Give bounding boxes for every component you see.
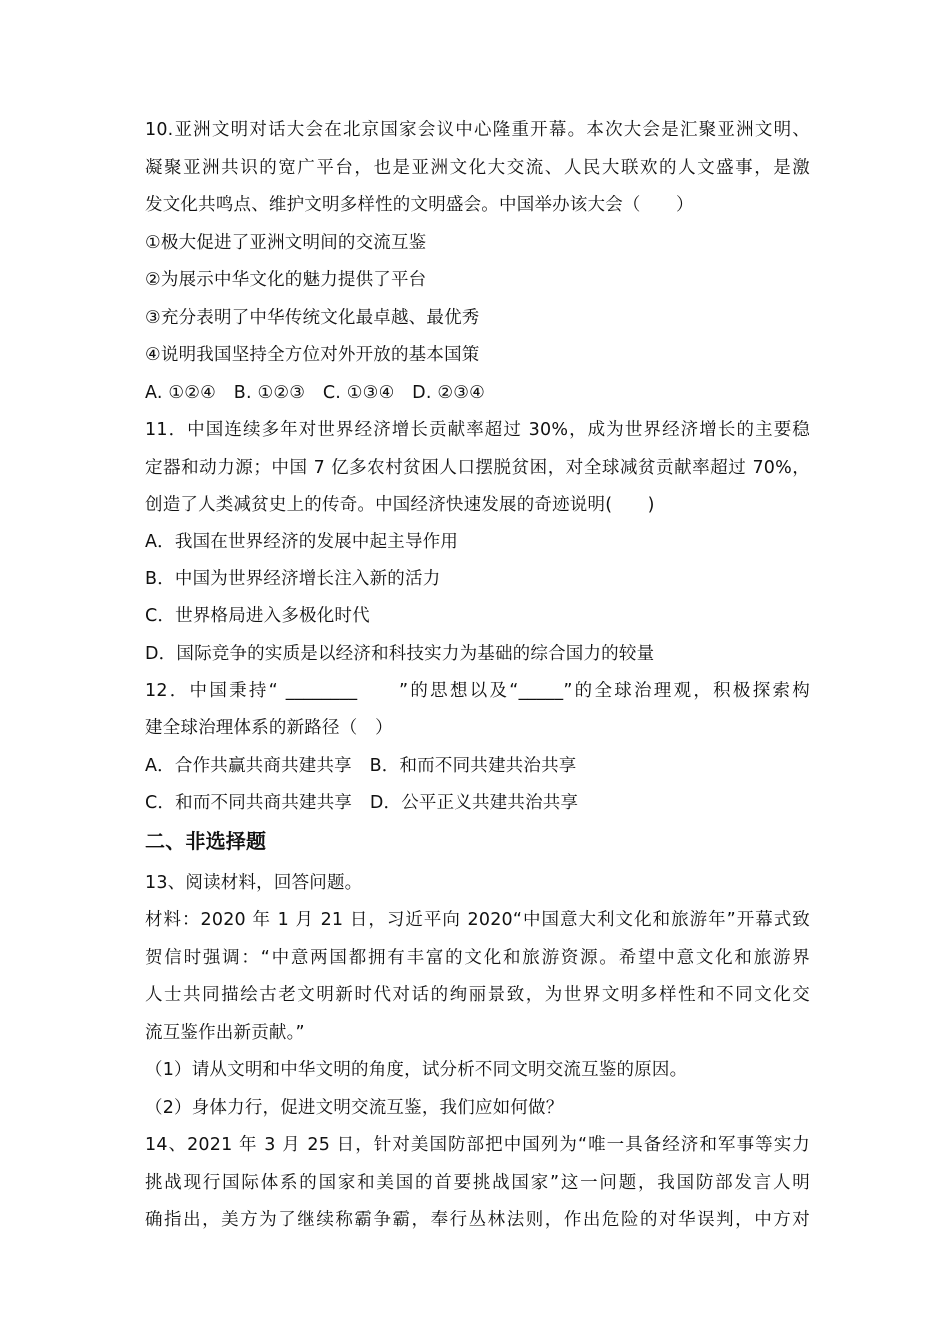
q10-stem-line-3: 发文化共鸣点、维护文明多样性的文明盛会。中国举办该大会（ ） xyxy=(145,195,694,215)
q12-options-row-2: C．和而不同共商共建共享 D．公平正义共建共治共享 xyxy=(145,793,579,813)
q10-statement-2: ②为展示中华文化的魅力提供了平台 xyxy=(145,270,427,290)
q13-line-1: 13、阅读材料，回答问题。 xyxy=(145,873,363,893)
q14-line-2: 挑战现行国际体系的国家和美国的首要挑战国家”这一问题，我国防部发言人明 xyxy=(145,1173,810,1193)
q13-line-2: 材料：2020 年 1 月 21 日，习近平向 2020“中国意大利文化和旅游年”开幕式致 xyxy=(145,910,810,930)
q10-options: A. ①②④ B. ①②③ C. ①③④ D. ②③④ xyxy=(145,383,486,403)
q14-line-3: 确指出，美方为了继续称霸争霸，奉行丛林法则，作出危险的对华误判，中方对 xyxy=(145,1210,810,1230)
q11-stem-line-1: 11．中国连续多年对世界经济增长贡献率超过 30%，成为世界经济增长的主要稳 xyxy=(145,420,810,440)
q11-option-c: C．世界格局进入多极化时代 xyxy=(145,606,370,626)
q10-statement-1: ①极大促进了亚洲文明间的交流互鉴 xyxy=(145,233,427,253)
section-heading: 二、非选择题 xyxy=(145,829,267,853)
q10-statement-3: ③充分表明了中华传统文化最卓越、最优秀 xyxy=(145,308,480,328)
q14-line-1: 14、2021 年 3 月 25 日，针对美国防部把中国列为“唯一具备经济和军事等实力 xyxy=(145,1135,810,1155)
q12-stem-line-2: 建全球治理体系的新路径（ ） xyxy=(145,718,393,738)
q11-option-d: D．国际竞争的实质是以经济和科技实力为基础的综合国力的较量 xyxy=(145,644,655,664)
q13-subquestion-2: （2）身体力行，促进文明交流互鉴，我们应如何做？ xyxy=(145,1098,564,1118)
q12-options-row-1: A．合作共赢共商共建共享 B．和而不同共建共治共享 xyxy=(145,756,577,776)
q10-statement-4: ④说明我国坚持全方位对外开放的基本国策 xyxy=(145,345,480,365)
q10-stem-line-2: 凝聚亚洲共识的宽广平台，也是亚洲文化大交流、人民大联欢的人文盛事，是激 xyxy=(145,158,810,178)
q13-line-5: 流互鉴作出新贡献。” xyxy=(145,1023,305,1043)
q13-subquestion-1: （1）请从文明和中华文明的角度，试分析不同文明交流互鉴的原因。 xyxy=(145,1060,688,1080)
q11-option-a: A．我国在世界经济的发展中起主导作用 xyxy=(145,532,459,552)
q11-stem-line-3: 创造了人类减贫史上的传奇。中国经济快速发展的奇迹说明( ) xyxy=(145,495,655,515)
q11-option-b: B．中国为世界经济增长注入新的活力 xyxy=(145,569,441,589)
q11-stem-line-2: 定器和动力源；中国 7 亿多农村贫困人口摆脱贫困，对全球减贫贡献率超过 70%， xyxy=(145,458,810,478)
q13-line-4: 人士共同描绘古老文明新时代对话的绚丽景致，为世界文明多样性和不同文化交 xyxy=(145,985,810,1005)
q10-stem-line-1: 10.亚洲文明对话大会在北京国家会议中心隆重开幕。本次大会是汇聚亚洲文明、 xyxy=(145,120,810,140)
q13-line-3: 贺信时强调：“中意两国都拥有丰富的文化和旅游资源。希望中意文化和旅游界 xyxy=(145,948,810,968)
q12-stem-line-1: 12．中国秉持“ ________ ”的思想以及“_____”的全球治理观，积极探索构 xyxy=(145,681,810,701)
